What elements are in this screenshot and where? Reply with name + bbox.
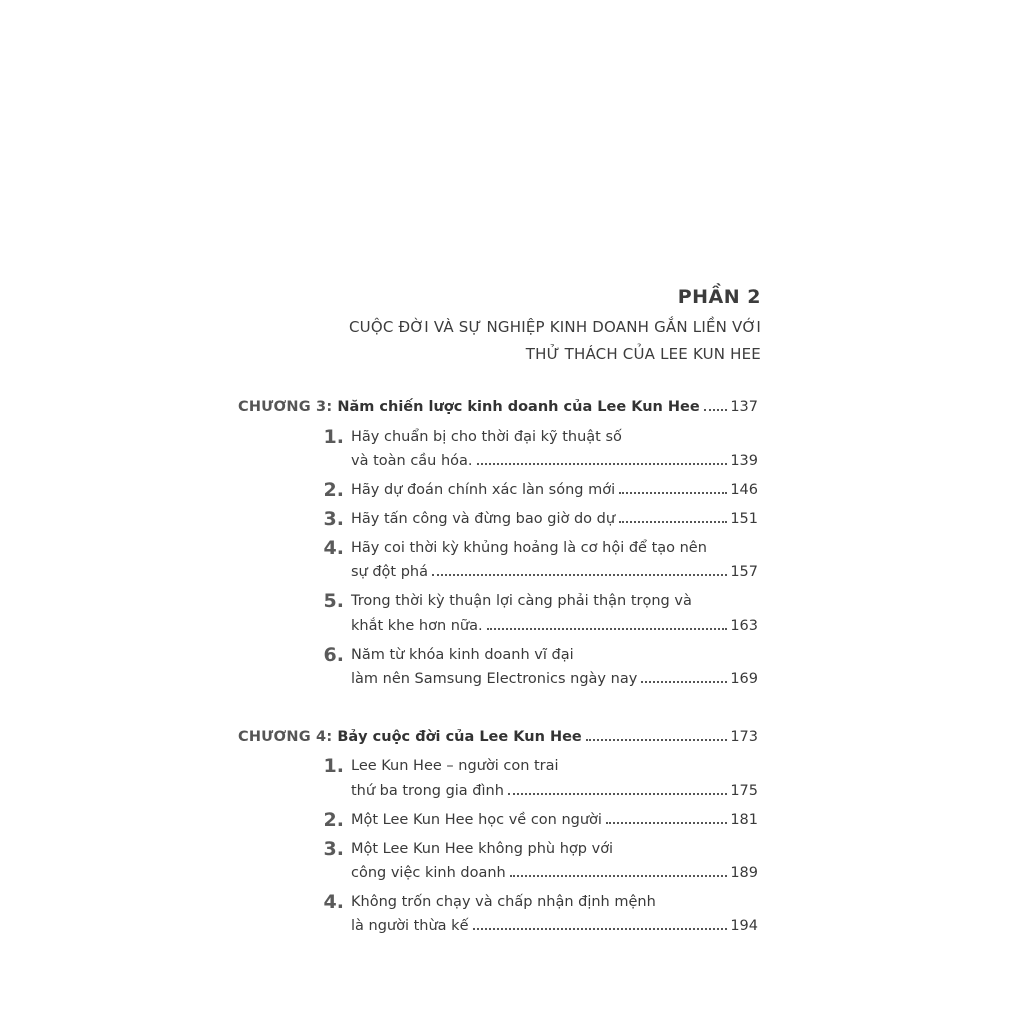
chapter-title: Bảy cuộc đời của Lee Kun Hee <box>337 729 582 745</box>
dot-leader <box>477 463 728 465</box>
page-number: 163 <box>730 618 758 634</box>
item-text: và toàn cầu hóa. <box>351 453 473 469</box>
toc-entry-line2[interactable] <box>351 918 758 934</box>
dot-leader <box>619 492 727 494</box>
dot-leader <box>473 928 728 930</box>
item-text: công việc kinh doanh <box>351 865 506 881</box>
item-number: 3. <box>323 838 344 860</box>
toc-entry-line1[interactable] <box>351 758 758 774</box>
item-number: 2. <box>323 809 344 831</box>
item-number: 2. <box>323 479 344 501</box>
toc-entry[interactable] <box>351 482 758 498</box>
chapter-label: CHƯƠNG 3: <box>238 399 333 415</box>
item-text: Lee Kun Hee – người con trai <box>351 758 559 774</box>
item-text: khắt khe hơn nữa. <box>351 618 483 634</box>
page-number: 181 <box>730 812 758 828</box>
item-text: là người thừa kế <box>351 918 469 934</box>
dot-leader <box>487 628 728 630</box>
toc-entry-line2[interactable] <box>351 453 758 469</box>
page-number: 151 <box>730 511 758 527</box>
item-number: 4. <box>323 891 344 913</box>
dot-leader <box>586 739 728 741</box>
toc-entry-line2[interactable] <box>351 783 758 799</box>
page-number: 146 <box>730 482 758 498</box>
page-number: 157 <box>730 564 758 580</box>
chapter-label: CHƯƠNG 4: <box>238 729 333 745</box>
dot-leader <box>510 875 728 877</box>
item-number: 6. <box>323 644 344 666</box>
toc-entry-line2[interactable] <box>351 671 758 687</box>
page-number: 189 <box>730 865 758 881</box>
dot-leader <box>606 822 727 824</box>
item-text: Không trốn chạy và chấp nhận định mệnh <box>351 894 656 910</box>
dot-leader <box>619 521 727 523</box>
page-number: 137 <box>730 399 758 415</box>
item-text: Hãy tấn công và đừng bao giờ do dự <box>351 511 616 527</box>
item-number: 1. <box>323 755 344 777</box>
item-number: 5. <box>323 590 344 612</box>
dot-leader <box>508 793 727 795</box>
item-text: Hãy chuẩn bị cho thời đại kỹ thuật số <box>351 429 622 445</box>
chapter-title: Năm chiến lược kinh doanh của Lee Kun Hee <box>337 399 700 415</box>
toc-entry-chapter-3[interactable] <box>238 399 758 415</box>
toc-entry-line1[interactable] <box>351 540 758 556</box>
toc-entry-line2[interactable] <box>351 865 758 881</box>
item-text: Hãy dự đoán chính xác làn sóng mới <box>351 482 616 498</box>
item-text: Hãy coi thời kỳ khủng hoảng là cơ hội để tạo nên <box>351 540 707 556</box>
page-number: 194 <box>730 918 758 934</box>
item-number: 4. <box>323 537 344 559</box>
item-text: sự đột phá <box>351 564 429 580</box>
item-number: 1. <box>323 426 344 448</box>
toc-entry-line2[interactable] <box>351 564 758 580</box>
part-subtitle-line1: CUỘC ĐỜI VÀ SỰ NGHIỆP KINH DOANH GẮN LIỀN VỚI <box>349 318 761 336</box>
item-text: Trong thời kỳ thuận lợi càng phải thận trọng và <box>351 593 692 609</box>
page-number: 169 <box>730 671 758 687</box>
toc-entry-line1[interactable] <box>351 841 758 857</box>
toc-entry-line1[interactable] <box>351 894 758 910</box>
page-number: 173 <box>730 729 758 745</box>
toc-entry-line1[interactable] <box>351 593 758 609</box>
dot-leader <box>432 574 727 576</box>
part-title: PHẦN 2 <box>677 286 761 308</box>
part-subtitle-line2: THỬ THÁCH CỦA LEE KUN HEE <box>525 345 761 363</box>
page-number: 139 <box>730 453 758 469</box>
toc-entry-line1[interactable] <box>351 429 758 445</box>
dot-leader <box>704 409 728 411</box>
dot-leader <box>641 681 727 683</box>
item-text: Một Lee Kun Hee học về con người <box>351 812 602 828</box>
item-text: Năm từ khóa kinh doanh vĩ đại <box>351 647 574 663</box>
toc-entry[interactable] <box>351 812 758 828</box>
toc-entry-line2[interactable] <box>351 618 758 634</box>
toc-entry-chapter-4[interactable] <box>238 729 758 745</box>
item-text: Một Lee Kun Hee không phù hợp với <box>351 841 614 857</box>
item-number: 3. <box>323 508 344 530</box>
part-header <box>349 284 761 368</box>
item-text: thứ ba trong gia đình <box>351 783 504 799</box>
page-number: 175 <box>730 783 758 799</box>
item-text: làm nên Samsung Electronics ngày nay <box>351 671 638 687</box>
toc-entry-line1[interactable] <box>351 647 758 663</box>
toc-entry[interactable] <box>351 511 758 527</box>
